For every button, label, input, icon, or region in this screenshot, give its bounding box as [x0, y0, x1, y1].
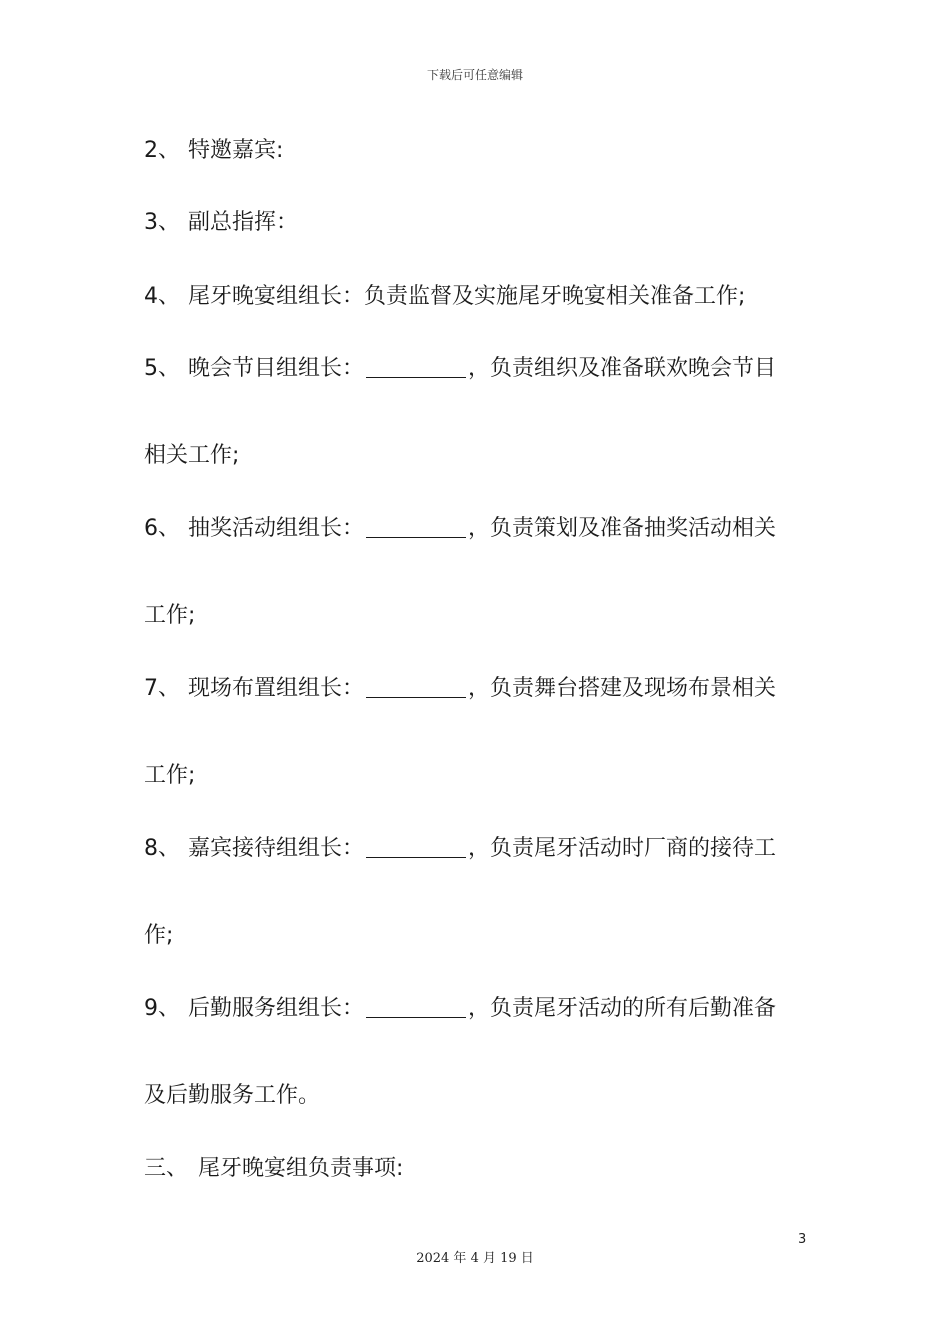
section-title: 尾牙晚宴组负责事项: [198, 1156, 404, 1181]
item-label: 现场布置组组长： [188, 676, 365, 701]
item-description: ，负责尾牙活动时厂商的接待工 [468, 836, 777, 861]
name-blank [366, 675, 466, 698]
item-4 [144, 282, 745, 312]
item-number: 8、 [144, 836, 180, 861]
name-blank [366, 515, 466, 538]
item-description: ，负责舞台搭建及现场布景相关 [468, 676, 777, 701]
item-5-continuation: 相关工作; [144, 443, 240, 468]
item-7 [144, 674, 776, 704]
item-number: 3、 [144, 210, 180, 235]
item-description: ，负责组织及准备联欢晚会节目 [468, 356, 777, 381]
item-9 [144, 994, 776, 1024]
item-description: ，负责策划及准备抽奖活动相关 [468, 516, 777, 541]
section-number: 三、 [144, 1156, 189, 1181]
item-5 [144, 354, 776, 384]
item-label: 后勤服务组组长： [188, 996, 365, 1021]
item-2 [144, 136, 283, 166]
item-number: 7、 [144, 676, 180, 701]
item-8-continuation: 作; [144, 923, 174, 948]
item-number: 2、 [144, 138, 180, 163]
item-text: 尾牙晚宴组组长：负责监督及实施尾牙晚宴相关准备工作; [188, 284, 746, 309]
item-7-continuation: 工作; [144, 763, 196, 788]
name-blank [366, 835, 466, 858]
item-text: 副总指挥： [188, 210, 299, 235]
name-blank [366, 995, 466, 1018]
item-8 [144, 834, 776, 864]
item-number: 4、 [144, 284, 180, 309]
name-blank [366, 355, 466, 378]
item-label: 抽奖活动组组长： [188, 516, 365, 541]
item-description: ，负责尾牙活动的所有后勤准备 [468, 996, 777, 1021]
item-number: 5、 [144, 356, 180, 381]
item-number: 6、 [144, 516, 180, 541]
item-9-continuation: 及后勤服务工作。 [144, 1083, 321, 1108]
item-3 [144, 208, 298, 238]
item-6-continuation: 工作; [144, 603, 196, 628]
item-label: 嘉宾接待组组长： [188, 836, 365, 861]
page-number: 3 [798, 1232, 807, 1247]
footer-date: 2024 年 4 月 19 日 [416, 1251, 534, 1266]
item-6 [144, 514, 776, 544]
item-label: 晚会节目组组长： [188, 356, 365, 381]
section-heading [144, 1154, 403, 1184]
item-number: 9、 [144, 996, 180, 1021]
page-header: 下载后可任意编辑 [426, 68, 523, 82]
item-text: 特邀嘉宾: [188, 138, 284, 163]
